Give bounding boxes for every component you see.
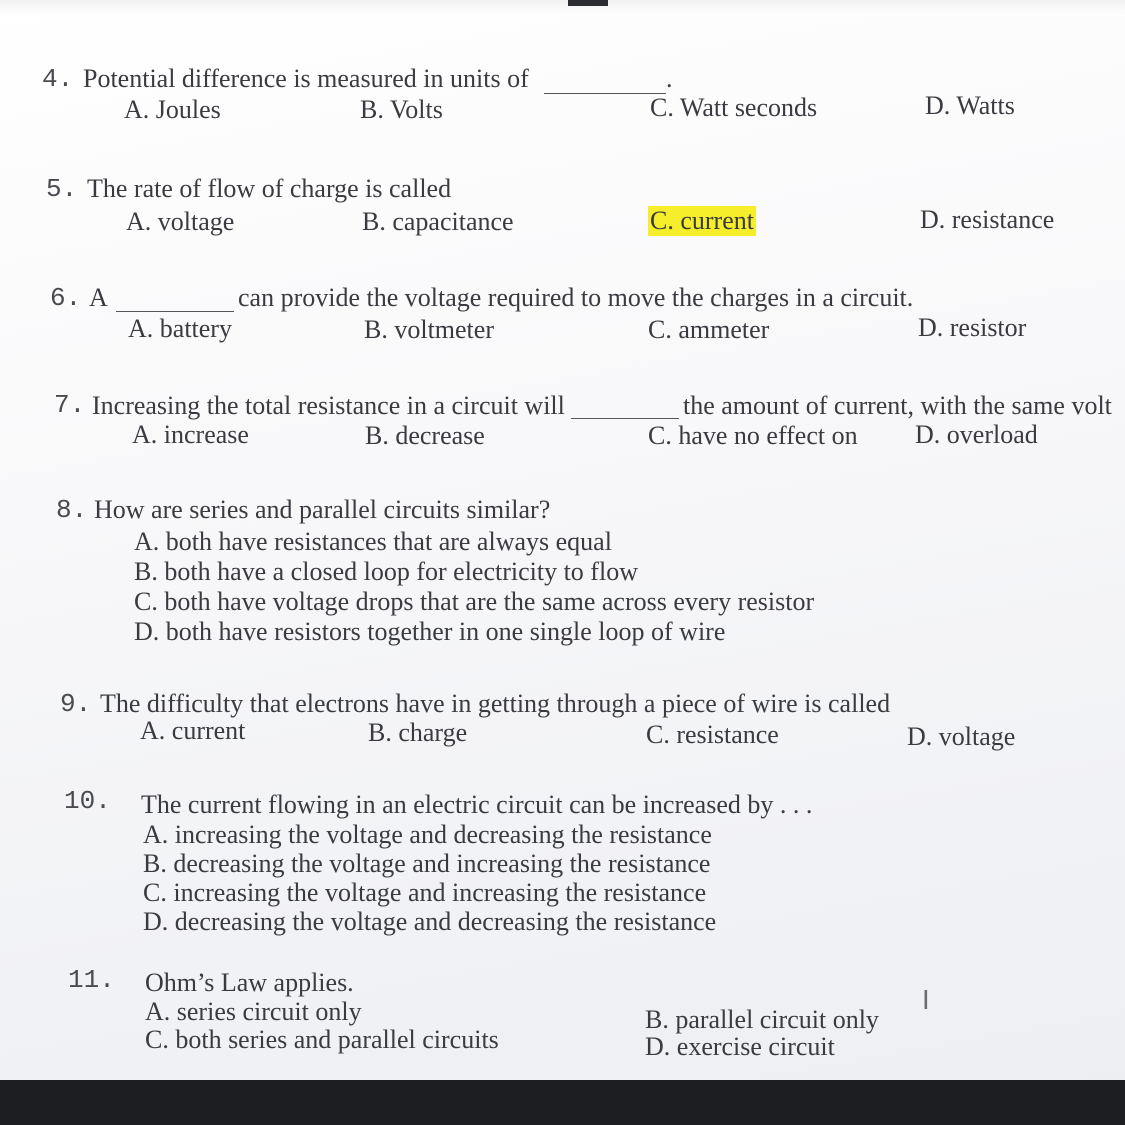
question-stem: The rate of flow of charge is called (87, 174, 452, 203)
option-a[interactable]: A. both have resistances that are always equal (134, 527, 612, 556)
option-b[interactable]: B. decreasing the voltage and increasing the resistance (143, 849, 711, 878)
option-b[interactable]: B. decrease (365, 421, 485, 450)
option-b[interactable]: B. voltmeter (364, 315, 494, 344)
question-stem-end: can provide the voltage required to move the charges in a circuit. (238, 283, 914, 312)
screen-bottom-bezel (0, 1080, 1125, 1125)
question-stem: Potential difference is measured in units of (83, 64, 529, 93)
answer-blank (116, 311, 234, 312)
text-cursor-icon: I (922, 986, 930, 1016)
option-d[interactable]: D. voltage (907, 722, 1016, 751)
question-stem: Increasing the total resistance in a circuit will (92, 391, 565, 420)
question-number: 5. (46, 174, 78, 204)
question-stem: A (89, 283, 108, 312)
question-number: 11. (68, 965, 115, 995)
option-d[interactable]: D. both have resistors together in one single loop of wire (134, 617, 726, 646)
option-c[interactable]: C. resistance (646, 720, 779, 749)
question-stem: The current flowing in an electric circuit can be increased by . . . (141, 790, 813, 819)
option-d[interactable]: D. resistor (918, 313, 1027, 342)
option-a[interactable]: A. Joules (124, 95, 221, 124)
question-stem-end: the amount of current, with the same volt (683, 391, 1112, 420)
option-d[interactable]: D. decreasing the voltage and decreasing the resistance (143, 907, 717, 936)
option-a[interactable]: A. series circuit only (145, 997, 362, 1026)
option-c[interactable]: C. ammeter (648, 315, 770, 344)
option-c[interactable]: C. increasing the voltage and increasing the resistance (143, 878, 707, 907)
answer-blank (571, 418, 679, 419)
option-d[interactable]: D. exercise circuit (645, 1032, 835, 1061)
question-number: 8. (56, 495, 88, 525)
option-b[interactable]: B. both have a closed loop for electricity to flow (134, 557, 638, 586)
option-a[interactable]: A. increasing the voltage and decreasing the resistance (143, 820, 712, 849)
option-b[interactable]: B. Volts (360, 95, 443, 124)
option-b[interactable]: B. charge (368, 718, 468, 747)
question-number: 9. (60, 689, 92, 719)
question-number: 7. (54, 390, 86, 420)
option-b[interactable]: B. capacitance (362, 207, 514, 236)
option-a[interactable]: A. voltage (126, 207, 235, 236)
option-d[interactable]: D. overload (915, 420, 1038, 449)
top-tab-marker (568, 0, 608, 6)
answer-blank (544, 93, 666, 94)
window-top-edge (0, 0, 1125, 16)
question-stem: How are series and parallel circuits similar? (94, 495, 551, 524)
option-c-highlighted[interactable]: C. current (650, 206, 754, 235)
question-number: 10. (64, 786, 111, 816)
option-c[interactable]: C. both series and parallel circuits (145, 1025, 499, 1054)
option-c[interactable]: C. have no effect on (648, 421, 858, 450)
question-stem-end: . (666, 64, 673, 93)
option-a[interactable]: A. battery (128, 314, 232, 343)
option-c[interactable]: C. Watt seconds (650, 93, 818, 122)
option-a[interactable]: A. increase (132, 420, 249, 449)
question-number: 6. (50, 283, 82, 313)
question-stem: The difficulty that electrons have in getting through a piece of wire is called (100, 689, 891, 718)
option-c[interactable]: C. both have voltage drops that are the same across every resistor (134, 587, 815, 616)
option-b[interactable]: B. parallel circuit only (645, 1005, 879, 1034)
question-number: 4. (42, 64, 74, 94)
option-d[interactable]: D. resistance (920, 205, 1055, 234)
question-stem: Ohm’s Law applies. (145, 968, 354, 997)
option-d[interactable]: D. Watts (925, 91, 1015, 120)
option-a[interactable]: A. current (140, 716, 246, 745)
